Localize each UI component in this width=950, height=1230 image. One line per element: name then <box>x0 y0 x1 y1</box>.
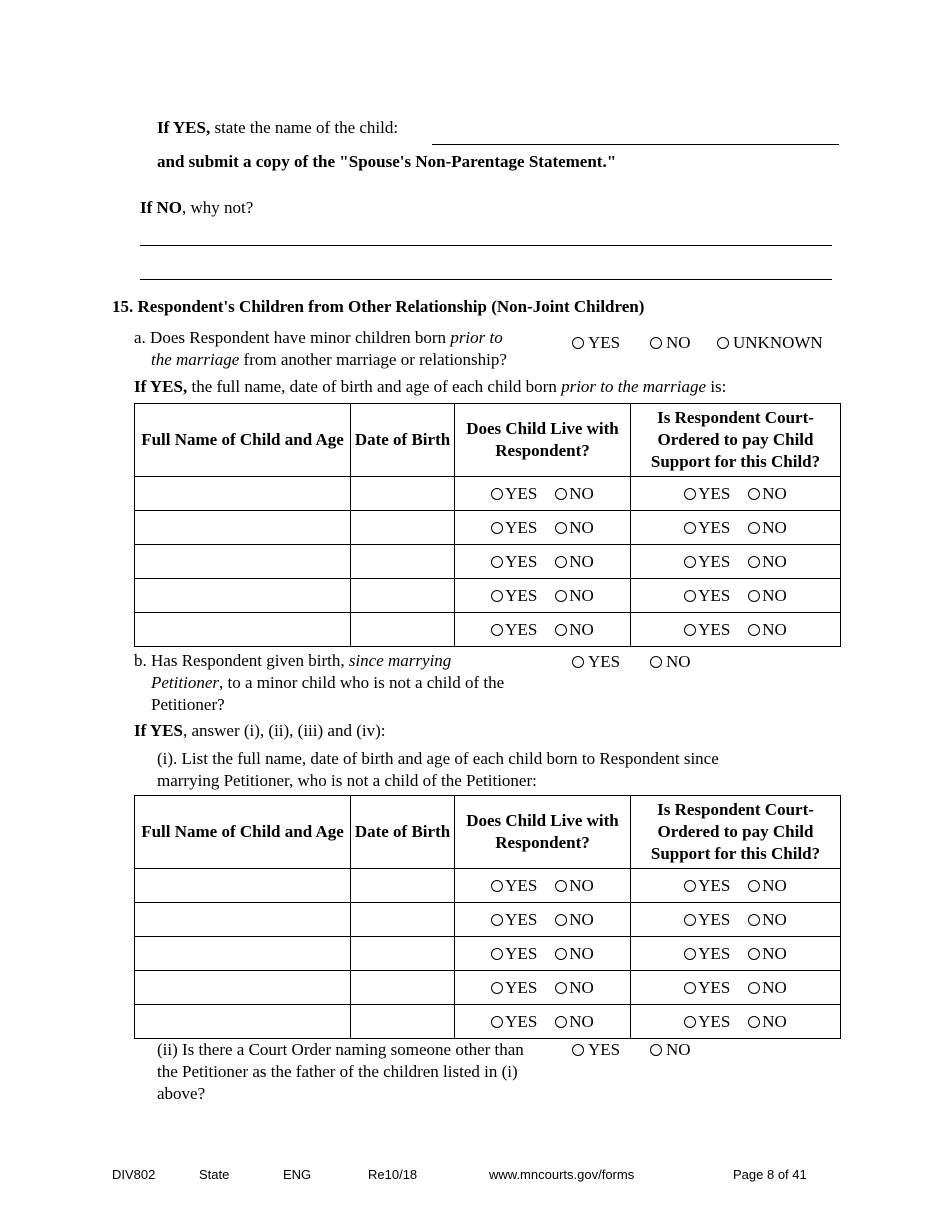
support-yes-option[interactable]: YES <box>684 518 730 538</box>
question-b-line-1: b. Has Respondent given birth, since marrying <box>134 651 452 670</box>
radio-icon[interactable] <box>572 1044 584 1056</box>
if-yes-a-instruction: If YES, the full name, date of birth and age of each child born prior to the marriage is: <box>134 377 727 396</box>
support-no-option[interactable]: NO <box>748 1012 787 1032</box>
lives-yes-option[interactable]: YES <box>491 910 537 930</box>
sub-i-line-1: (i). List the full name, date of birth and age of each child born to Respondent since <box>157 749 719 768</box>
support-no-option[interactable]: NO <box>748 876 787 896</box>
radio-icon[interactable] <box>650 1044 662 1056</box>
radio-icon[interactable] <box>491 1016 503 1028</box>
dob-cell[interactable] <box>351 937 455 971</box>
radio-icon[interactable] <box>748 1016 760 1028</box>
radio-icon[interactable] <box>684 590 696 602</box>
radio-icon[interactable] <box>748 914 760 926</box>
footer-page-number: Page 8 of 41 <box>733 1167 807 1182</box>
table-row <box>135 937 841 971</box>
radio-icon[interactable] <box>684 488 696 500</box>
lives-no-option[interactable]: NO <box>555 910 594 930</box>
radio-icon[interactable] <box>748 488 760 500</box>
table-row <box>135 903 841 937</box>
q-b-yes-option[interactable]: YES <box>572 652 620 672</box>
radio-icon[interactable] <box>748 522 760 534</box>
support-no-option[interactable]: NO <box>748 586 787 606</box>
col-name-age: Full Name of Child and Age <box>135 404 351 477</box>
if-no-reason-line-1[interactable] <box>140 245 832 246</box>
lives-yes-option[interactable]: YES <box>491 586 537 606</box>
child-name-cell[interactable] <box>135 971 351 1005</box>
lives-no-option[interactable]: NO <box>555 620 594 640</box>
radio-icon[interactable] <box>491 556 503 568</box>
table-row <box>135 579 841 613</box>
radio-icon[interactable] <box>650 656 662 668</box>
support-yes-option[interactable]: YES <box>684 586 730 606</box>
radio-icon[interactable] <box>748 556 760 568</box>
col-lives-with: Does Child Live with Respondent? <box>455 796 631 869</box>
radio-icon[interactable] <box>748 880 760 892</box>
radio-icon[interactable] <box>555 1016 567 1028</box>
dob-cell[interactable] <box>351 903 455 937</box>
child-name-cell[interactable] <box>135 511 351 545</box>
support-yes-option[interactable]: YES <box>684 876 730 896</box>
radio-icon[interactable] <box>491 624 503 636</box>
child-name-cell[interactable] <box>135 613 351 647</box>
col-name-age: Full Name of Child and Age <box>135 796 351 869</box>
radio-icon[interactable] <box>684 880 696 892</box>
support-yes-option[interactable]: YES <box>684 1012 730 1032</box>
table-header-row <box>135 404 841 477</box>
support-no-option[interactable]: NO <box>748 944 787 964</box>
child-name-cell[interactable] <box>135 579 351 613</box>
radio-icon[interactable] <box>491 488 503 500</box>
radio-icon[interactable] <box>555 948 567 960</box>
lives-yes-option[interactable]: YES <box>491 1012 537 1032</box>
support-no-option[interactable]: NO <box>748 910 787 930</box>
dob-cell[interactable] <box>351 579 455 613</box>
support-no-option[interactable]: NO <box>748 484 787 504</box>
dob-cell[interactable] <box>351 511 455 545</box>
dob-cell[interactable] <box>351 869 455 903</box>
support-no-option[interactable]: NO <box>748 620 787 640</box>
radio-icon[interactable] <box>684 1016 696 1028</box>
radio-icon[interactable] <box>748 624 760 636</box>
if-no-reason-line-2[interactable] <box>140 279 832 280</box>
footer-revision: Re10/18 <box>368 1167 418 1182</box>
table-row <box>135 1005 841 1039</box>
dob-cell[interactable] <box>351 1005 455 1039</box>
radio-icon[interactable] <box>555 624 567 636</box>
child-name-cell[interactable] <box>135 545 351 579</box>
radio-icon[interactable] <box>555 914 567 926</box>
col-lives-with: Does Child Live with Respondent? <box>455 404 631 477</box>
question-b-line-3: Petitioner? <box>151 695 225 714</box>
lives-no-option[interactable]: NO <box>555 1012 594 1032</box>
radio-icon[interactable] <box>684 556 696 568</box>
footer-state: State <box>199 1167 230 1182</box>
dob-cell[interactable] <box>351 613 455 647</box>
footer-url[interactable]: www.mncourts.gov/forms <box>489 1167 635 1182</box>
sub-i-line-2: marrying Petitioner, who is not a child of the Petitioner: <box>157 771 537 790</box>
children-before-marriage-table <box>134 403 841 647</box>
col-court-ordered: Is Respondent Court-Ordered to pay Child Support for this Child? <box>631 796 841 869</box>
lives-no-option[interactable]: NO <box>555 876 594 896</box>
support-yes-option[interactable]: YES <box>684 552 730 572</box>
support-no-option[interactable]: NO <box>748 518 787 538</box>
q-ii-no-option[interactable]: NO <box>650 1040 691 1060</box>
support-no-option[interactable]: NO <box>748 978 787 998</box>
table-row <box>135 477 841 511</box>
radio-icon[interactable] <box>491 880 503 892</box>
child-name-cell[interactable] <box>135 1005 351 1039</box>
child-name-cell[interactable] <box>135 869 351 903</box>
support-yes-option[interactable]: YES <box>684 944 730 964</box>
radio-icon[interactable] <box>684 522 696 534</box>
dob-cell[interactable] <box>351 477 455 511</box>
lives-yes-option[interactable]: YES <box>491 944 537 964</box>
lives-yes-option[interactable]: YES <box>491 552 537 572</box>
radio-icon[interactable] <box>748 948 760 960</box>
radio-icon[interactable] <box>491 982 503 994</box>
lives-yes-option[interactable]: YES <box>491 978 537 998</box>
question-b-line-2: Petitioner, to a minor child who is not a child of the <box>151 673 505 692</box>
lives-no-option[interactable]: NO <box>555 978 594 998</box>
lives-yes-option[interactable]: YES <box>491 518 537 538</box>
support-no-option[interactable]: NO <box>748 552 787 572</box>
lives-yes-option[interactable]: YES <box>491 876 537 896</box>
dob-cell[interactable] <box>351 971 455 1005</box>
if-no-label: If NO, why not? <box>140 198 254 217</box>
radio-icon[interactable] <box>572 337 584 349</box>
section-15-heading: 15. Respondent's Children from Other Relationship (Non-Joint Children) <box>112 297 645 316</box>
radio-icon[interactable] <box>555 522 567 534</box>
support-yes-option[interactable]: YES <box>684 910 730 930</box>
radio-icon[interactable] <box>650 337 662 349</box>
child-name-cell[interactable] <box>135 903 351 937</box>
radio-icon[interactable] <box>748 982 760 994</box>
col-court-ordered: Is Respondent Court-Ordered to pay Child Support for this Child? <box>631 404 841 477</box>
radio-icon[interactable] <box>684 624 696 636</box>
radio-icon[interactable] <box>555 488 567 500</box>
dob-cell[interactable] <box>351 545 455 579</box>
radio-icon[interactable] <box>555 556 567 568</box>
radio-icon[interactable] <box>684 914 696 926</box>
radio-icon[interactable] <box>491 522 503 534</box>
q-b-no-option[interactable]: NO <box>650 652 691 672</box>
lives-yes-option[interactable]: YES <box>491 620 537 640</box>
table-header-row <box>135 796 841 869</box>
if-yes-child-name-label: If YES, state the name of the child: <box>157 118 399 137</box>
table-row <box>135 869 841 903</box>
q-a-no-option[interactable]: NO <box>650 333 691 353</box>
child-name-cell[interactable] <box>135 937 351 971</box>
radio-icon[interactable] <box>491 590 503 602</box>
child-name-field[interactable] <box>432 144 839 145</box>
q-a-yes-option[interactable]: YES <box>572 333 620 353</box>
if-yes-b-instruction: If YES, answer (i), (ii), (iii) and (iv): <box>134 721 386 740</box>
question-a-line-2: the marriage from another marriage or relationship? <box>151 350 507 369</box>
sub-ii-line-2: the Petitioner as the father of the children listed in (i) <box>157 1062 518 1081</box>
support-yes-option[interactable]: YES <box>684 978 730 998</box>
lives-no-option[interactable]: NO <box>555 518 594 538</box>
lives-yes-option[interactable]: YES <box>491 484 537 504</box>
radio-icon[interactable] <box>717 337 729 349</box>
support-yes-option[interactable]: YES <box>684 620 730 640</box>
table-row <box>135 511 841 545</box>
table-row <box>135 545 841 579</box>
lives-no-option[interactable]: NO <box>555 586 594 606</box>
q-a-unknown-option[interactable]: UNKNOWN <box>717 333 823 353</box>
radio-icon[interactable] <box>555 880 567 892</box>
footer-form-number: DIV802 <box>112 1167 156 1182</box>
radio-icon[interactable] <box>491 914 503 926</box>
radio-icon[interactable] <box>684 982 696 994</box>
question-a-line-1: a. Does Respondent have minor children born prior to <box>134 328 503 347</box>
col-dob: Date of Birth <box>351 796 455 869</box>
table-row <box>135 971 841 1005</box>
lives-no-option[interactable]: NO <box>555 484 594 504</box>
lives-no-option[interactable]: NO <box>555 552 594 572</box>
radio-icon[interactable] <box>572 656 584 668</box>
col-dob: Date of Birth <box>351 404 455 477</box>
children-since-marriage-table <box>134 795 841 1039</box>
footer-language: ENG <box>283 1167 312 1182</box>
radio-icon[interactable] <box>555 982 567 994</box>
radio-icon[interactable] <box>684 948 696 960</box>
child-name-cell[interactable] <box>135 477 351 511</box>
submit-statement-note: and submit a copy of the "Spouse's Non-Parentage Statement." <box>157 152 617 171</box>
radio-icon[interactable] <box>748 590 760 602</box>
radio-icon[interactable] <box>491 948 503 960</box>
radio-icon[interactable] <box>555 590 567 602</box>
sub-ii-line-3: above? <box>157 1084 206 1103</box>
table-row <box>135 613 841 647</box>
lives-no-option[interactable]: NO <box>555 944 594 964</box>
support-yes-option[interactable]: YES <box>684 484 730 504</box>
q-ii-yes-option[interactable]: YES <box>572 1040 620 1060</box>
sub-ii-line-1: (ii) Is there a Court Order naming someone other than <box>157 1040 524 1059</box>
